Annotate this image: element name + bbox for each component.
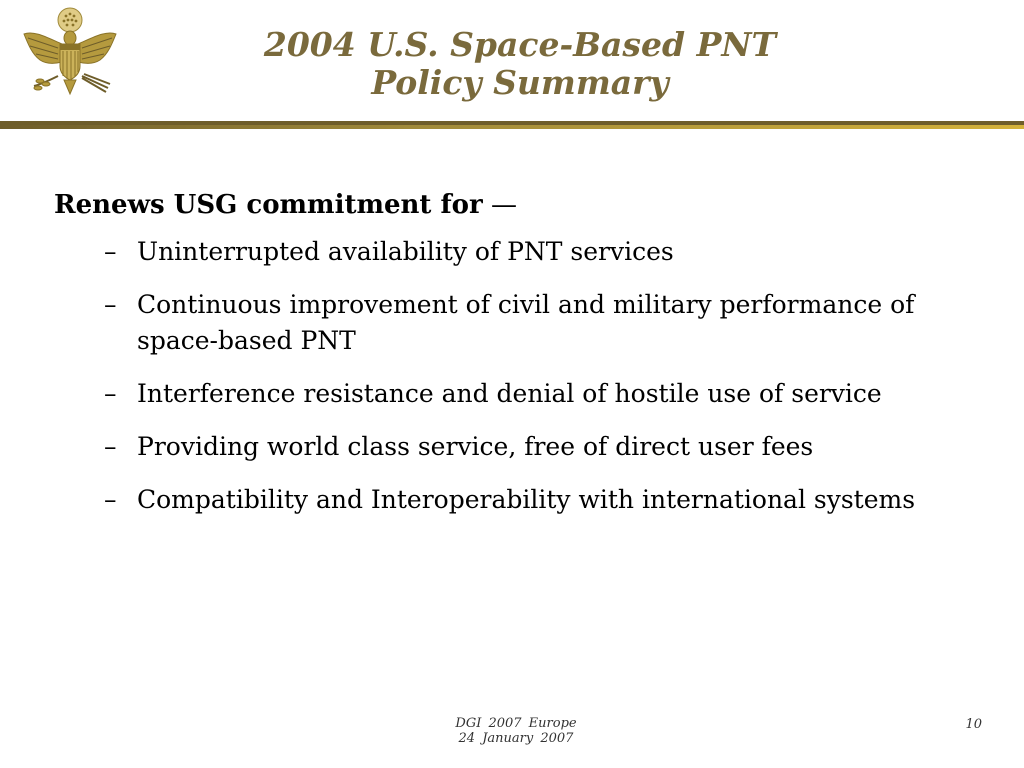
bullet-item	[54, 429, 974, 465]
page-number: 10	[965, 717, 982, 732]
bullet-marker: –	[104, 432, 117, 461]
bullet-item	[54, 234, 974, 270]
bullet-text: Interference resistance and denial of hostile use of service	[137, 379, 882, 408]
slide-title	[140, 26, 900, 102]
bullet-text: Compatibility and Interoperability with international systems	[137, 485, 916, 514]
bullet-marker: –	[104, 237, 117, 266]
bullet-text: Providing world class service, free of direct user fees	[137, 432, 814, 461]
great-seal-eagle-icon	[18, 4, 122, 98]
slide-title-line-2: Policy Summary	[371, 63, 669, 102]
lead-statement-dash: —	[490, 190, 517, 220]
bullet-marker: –	[104, 485, 117, 514]
lead-statement	[54, 186, 974, 224]
bullet-item	[54, 287, 974, 359]
bullet-list	[54, 234, 974, 518]
bullet-text: Uninterrupted availability of PNT services	[137, 237, 674, 266]
bullet-item	[54, 376, 974, 412]
footer-event: DGI 2007 Europe	[455, 716, 577, 731]
title-divider-gold	[0, 125, 1024, 129]
slide-body	[54, 186, 974, 535]
lead-statement-text: Renews USG commitment for	[54, 190, 483, 220]
bullet-marker: –	[104, 379, 117, 408]
slide-title-line-1: 2004 U.S. Space-Based PNT	[263, 25, 777, 64]
footer-event-info	[450, 716, 582, 746]
bullet-marker: –	[104, 290, 117, 319]
bullet-item	[54, 482, 974, 518]
footer-date: 24 January 2007	[458, 731, 574, 746]
bullet-text: Continuous improvement of civil and military performance of space-based PNT	[137, 290, 915, 355]
